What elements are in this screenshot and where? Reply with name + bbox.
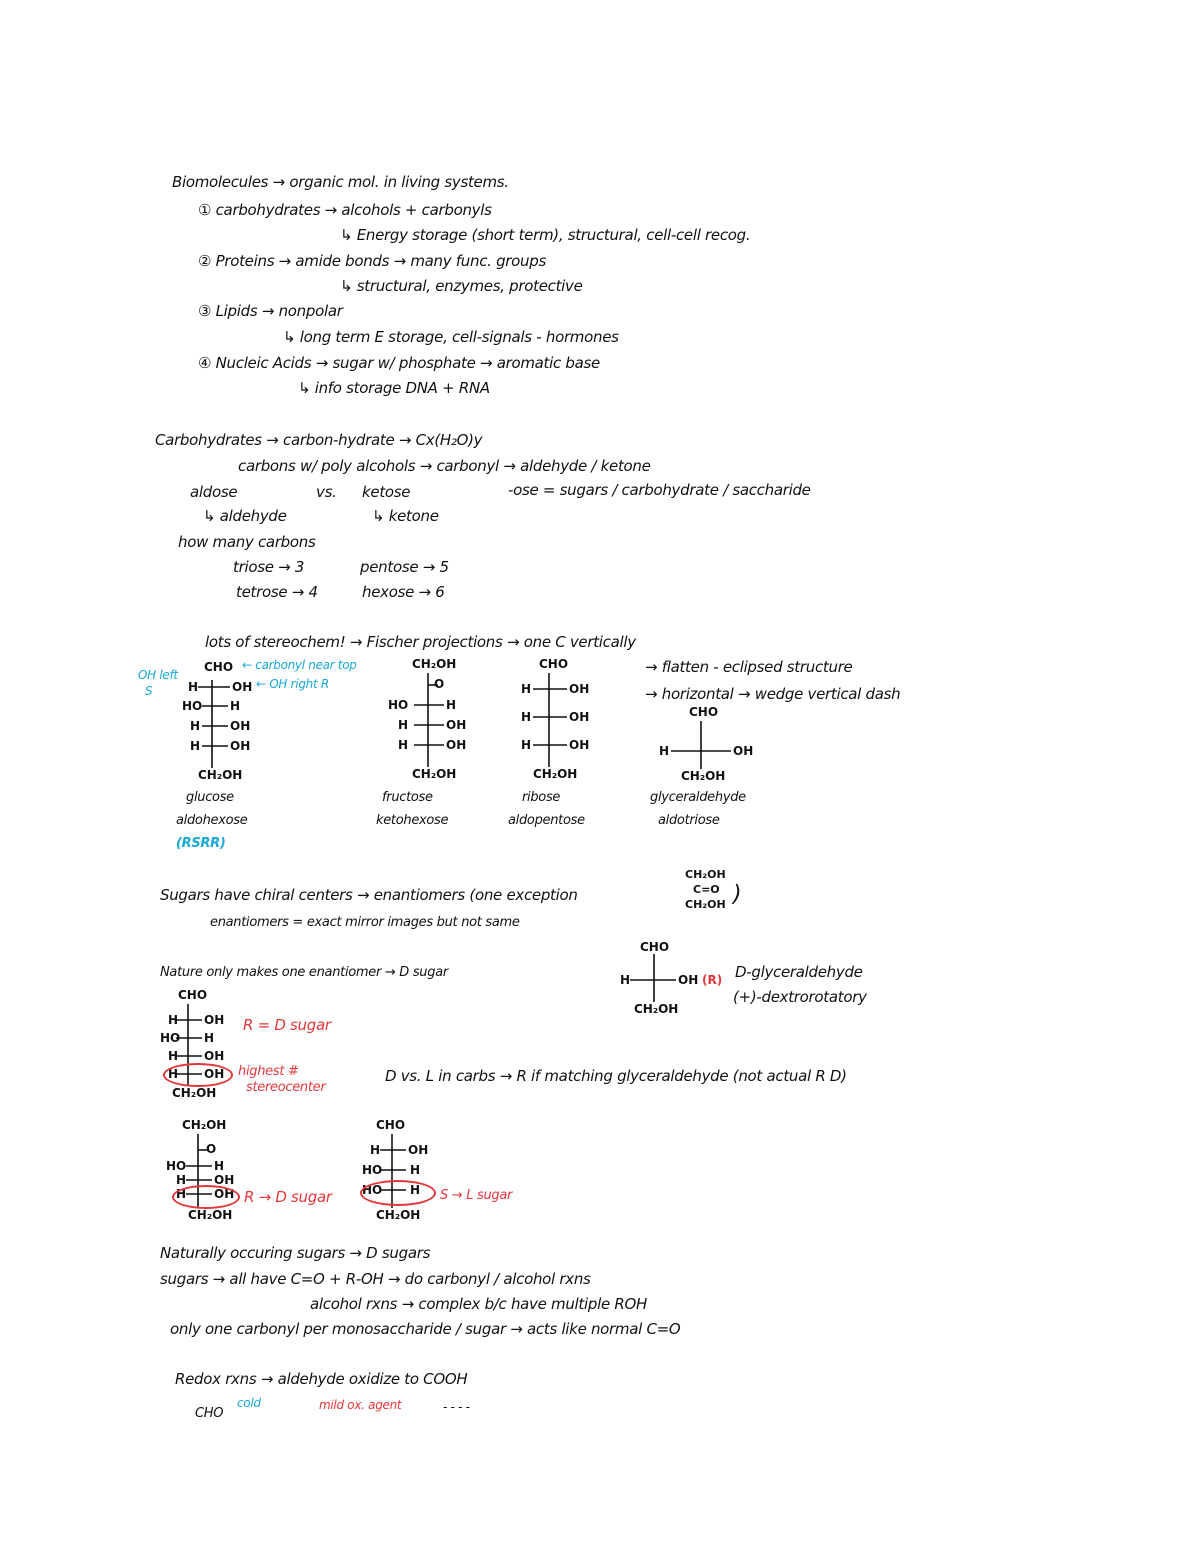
df-h2: H (176, 1173, 187, 1187)
gly-ch2oh: CH₂OH (681, 769, 726, 783)
exc-mid: C=O (693, 883, 720, 896)
s-l-sugar: S → L sugar (440, 1188, 513, 1203)
redox-line: Redox rxns → aldehyde oxidize to COOH (175, 1370, 468, 1388)
carbonyl-note: ← carbonyl near top (242, 658, 357, 672)
aldose: aldose (190, 483, 238, 501)
dg-ho2: HO (160, 1031, 181, 1045)
df-ch2oh-bot: CH₂OH (188, 1208, 233, 1222)
fructose-h1: H (446, 698, 457, 712)
glucose-fischer (180, 660, 260, 790)
gly-oh: OH (733, 744, 754, 758)
df-oh3: OH (214, 1187, 235, 1201)
d-gly-h: H (620, 973, 631, 987)
chiral-line2: enantiomers = exact mirror images but not same (210, 915, 520, 930)
df-ch2oh-top: CH₂OH (182, 1118, 227, 1132)
glucose-ch2oh: CH₂OH (198, 768, 243, 782)
gly-cho: CHO (689, 705, 719, 719)
exc-bot: CH₂OH (685, 898, 726, 911)
ls-oh1: OH (408, 1143, 429, 1157)
dg-h4: H (168, 1067, 179, 1081)
df-oh2: OH (214, 1173, 235, 1187)
d-glyceraldehyde: D-glyceraldehyde (735, 963, 863, 981)
natural-line2: sugars → all have C=O + R-OH → do carbonyl / alcohol rxns (160, 1270, 591, 1288)
df-h1: H (214, 1159, 225, 1173)
ls-h1: H (370, 1143, 381, 1157)
dots: - - - - (443, 1400, 470, 1414)
fructose-label: fructose (382, 790, 433, 805)
highest-note: highest # (238, 1064, 299, 1079)
r-d-sugar-2: R → D sugar (244, 1188, 332, 1206)
natural-line1: Naturally occuring sugars → D sugars (160, 1244, 431, 1262)
glucose-h4: H (190, 739, 201, 753)
ribose-fischer (515, 655, 595, 785)
s-note: S (145, 684, 153, 698)
aldose-sub: ↳ aldehyde (203, 507, 287, 525)
glucose-oh1: OH (232, 680, 253, 694)
glucose-type: aldohexose (176, 813, 248, 828)
ribose-type: aldopentose (508, 813, 585, 828)
glucose-ho2: HO (182, 699, 203, 713)
hexose: hexose → 6 (362, 583, 445, 601)
lipids-use: ↳ long term E storage, cell-signals - hormones (283, 328, 619, 346)
mild-agent: mild ox. agent (319, 1398, 402, 1412)
ribose-oh1: OH (569, 682, 590, 696)
glucose-h1: H (188, 680, 199, 694)
d-gly-r: (R) (702, 973, 723, 987)
dg-cho: CHO (178, 988, 208, 1002)
glucose-label: glucose (186, 790, 234, 805)
carbohydrates-def: carbons w/ poly alcohols → carbonyl → aldehyde / ketone (238, 457, 651, 475)
d-gly-oh: OH (678, 973, 699, 987)
glucose-h2: H (230, 699, 241, 713)
stereo-title: lots of stereochem! → Fischer projections → one C vertically (205, 633, 636, 651)
df-o: O (206, 1142, 217, 1156)
exception-paren: ) (733, 882, 742, 907)
gly-h: H (659, 744, 670, 758)
d-fructose-fischer (166, 1118, 250, 1228)
glucose-oh4: OH (230, 739, 251, 753)
ls-h2: H (410, 1163, 421, 1177)
ose-note: -ose = sugars / carbohydrate / saccharide (508, 481, 811, 499)
cold-note: cold (237, 1396, 261, 1410)
chiral-line1: Sugars have chiral centers → enantiomers (one exception (160, 886, 578, 904)
dg-h3: H (168, 1049, 179, 1063)
glucose-mnemonic: (RSRR) (176, 836, 226, 851)
tetrose: tetrose → 4 (236, 583, 318, 601)
fructose-h2: H (398, 718, 409, 732)
carbs-use: ↳ Energy storage (short term), structural, cell-cell recog. (340, 226, 751, 244)
dsugar-line: Nature only makes one enantiomer → D sugar (160, 965, 448, 980)
dg-h2: H (204, 1031, 215, 1045)
ls-ho3: HO (362, 1183, 383, 1197)
fructose-ch2oh-bot: CH₂OH (412, 767, 457, 781)
ls-h3: H (410, 1183, 421, 1197)
glucose-oh3: OH (230, 719, 251, 733)
glyceraldehyde-type: aldotriose (658, 813, 720, 828)
carbohydrates-title: Carbohydrates → carbon-hydrate → Cx(H₂O)y (155, 431, 483, 449)
nucleic-line: ④ Nucleic Acids → sugar w/ phosphate → aromatic base (198, 354, 600, 372)
ketose: ketose (362, 483, 411, 501)
ls-ch2oh: CH₂OH (376, 1208, 421, 1222)
fructose-type: ketohexose (376, 813, 449, 828)
d-gly-ch2oh: CH₂OH (634, 1002, 679, 1016)
ribose-h2: H (521, 710, 532, 724)
ribose-h1: H (521, 682, 532, 696)
ribose-ch2oh: CH₂OH (533, 767, 578, 781)
d-vs-l-note: D vs. L in carbs → R if matching glyceraldehyde (not actual R D) (385, 1067, 847, 1085)
fructose-stereocenter-circle (172, 1185, 240, 1209)
df-ho: HO (166, 1159, 187, 1173)
fructose-ho: HO (388, 698, 409, 712)
cut-off-line (195, 1396, 495, 1421)
stereo-note2: → horizontal → wedge vertical dash (645, 685, 901, 703)
dg-h1: H (168, 1013, 179, 1027)
glucose-h3: H (190, 719, 201, 733)
lipids-line: ③ Lipids → nonpolar (198, 302, 343, 320)
pentose: pentose → 5 (360, 558, 449, 576)
exc-top: CH₂OH (685, 868, 726, 881)
ribose-oh3: OH (569, 738, 590, 752)
oh-right-note: ← OH right R (256, 677, 329, 691)
natural-line4: only one carbonyl per monosaccharide / sugar → acts like normal C=O (170, 1320, 681, 1338)
highest-stereocenter-circle (163, 1063, 233, 1087)
how-many: how many carbons (178, 533, 316, 551)
ribose-oh2: OH (569, 710, 590, 724)
fructose-oh3: OH (446, 738, 467, 752)
dg-oh1: OH (204, 1013, 225, 1027)
ls-cho: CHO (376, 1118, 406, 1132)
d-glyceraldehyde-fischer (620, 940, 730, 1020)
ribose-cho: CHO (539, 657, 569, 671)
carbs-line: ① carbohydrates → alcohols + carbonyls (198, 201, 492, 219)
ls-ho2: HO (362, 1163, 383, 1177)
l-sugar-stereocenter-circle (360, 1180, 436, 1206)
triose: triose → 3 (233, 558, 305, 576)
fructose-h3: H (398, 738, 409, 752)
dextrorotatory: (+)-dextrorotatory (733, 988, 867, 1006)
natural-line3: alcohol rxns → complex b/c have multiple ROH (310, 1295, 647, 1313)
proteins-use: ↳ structural, enzymes, protective (340, 277, 583, 295)
glyceraldehyde-label: glyceraldehyde (650, 790, 746, 805)
r-d-sugar: R = D sugar (243, 1016, 331, 1034)
nucleic-use: ↳ info storage DNA + RNA (298, 379, 490, 397)
dg-oh4: OH (204, 1067, 225, 1081)
oh-left-note: OH left (138, 668, 178, 682)
df-h3: H (176, 1187, 187, 1201)
ribose-h3: H (521, 738, 532, 752)
proteins-line: ② Proteins → amide bonds → many func. groups (198, 252, 546, 270)
ketose-sub: ↳ ketone (372, 507, 439, 525)
glucose-cho: CHO (204, 660, 234, 674)
fructose-ch2oh-top: CH₂OH (412, 657, 457, 671)
d-gly-cho: CHO (640, 940, 670, 954)
dg-oh3: OH (204, 1049, 225, 1063)
l-sugar-fischer (362, 1118, 442, 1228)
dg-ch2oh: CH₂OH (172, 1086, 217, 1100)
stereo-note1: → flatten - eclipsed structure (645, 658, 853, 676)
vs: vs. (316, 483, 337, 501)
fructose-o: O (434, 677, 445, 691)
fructose-oh2: OH (446, 718, 467, 732)
cut-prefix: CHO (195, 1406, 224, 1421)
fructose-fischer (390, 655, 470, 785)
ribose-label: ribose (522, 790, 561, 805)
stereocenter-note: stereocenter (246, 1080, 326, 1095)
glyceraldehyde-fischer (655, 705, 755, 785)
biomolecules-title: Biomolecules → organic mol. in living systems. (172, 173, 509, 191)
